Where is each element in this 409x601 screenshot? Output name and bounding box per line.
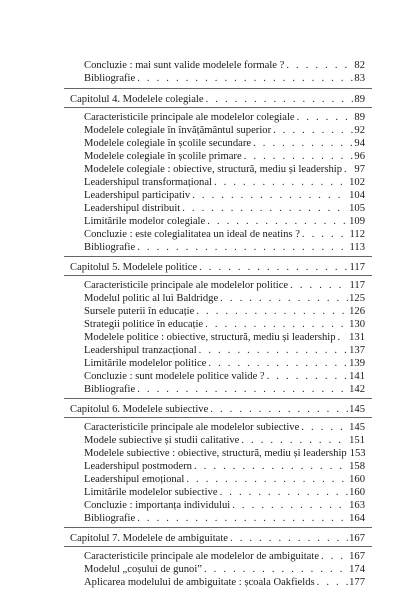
toc-entry-page: 131: [349, 332, 365, 343]
leader-dots: [137, 73, 353, 85]
toc-entry-title: Leadershipul emoțional: [84, 474, 185, 485]
section-divider: [64, 88, 372, 89]
leader-dots: [241, 435, 348, 447]
toc-entry-page: 83: [354, 73, 365, 84]
toc-entry-title: Leadershipul postmodern: [84, 461, 192, 472]
toc-entry-title: Bibliografie: [84, 242, 136, 253]
toc-chapter-page: 89: [354, 94, 365, 105]
leader-dots: [321, 551, 348, 563]
leader-dots: [220, 293, 348, 305]
toc-chapter[interactable]: [70, 94, 365, 106]
leader-dots: [317, 577, 348, 589]
section-divider: [64, 546, 372, 547]
leader-dots: [344, 164, 353, 176]
toc-entry[interactable]: [84, 190, 365, 202]
toc-chapter-title: Capitolul 4. Modelele colegiale: [70, 94, 204, 105]
section-divider: [64, 107, 372, 108]
toc-entry-page: 94: [354, 138, 365, 149]
toc-entry-title: Concluzie : importanța individului: [84, 500, 231, 511]
toc-entry-page: 126: [349, 306, 365, 317]
leader-dots: [302, 229, 349, 241]
leader-dots: [182, 203, 348, 215]
toc-entry[interactable]: [84, 448, 365, 460]
leader-dots: [290, 280, 348, 292]
toc-entry[interactable]: [84, 500, 365, 512]
toc-entry-title: Caracteristicile principale ale modelelor subiective: [84, 422, 300, 433]
leader-dots: [196, 306, 348, 318]
toc-entry-title: Caracteristicile principale ale modelelor colegiale: [84, 112, 295, 123]
leader-dots: [137, 242, 348, 254]
toc-entry-page: 177: [349, 577, 365, 588]
toc-chapter-page: 145: [349, 404, 365, 415]
leader-dots: [220, 487, 349, 499]
toc-entry-title: Modelele colegiale : obiective, structură, mediu și leadership: [84, 164, 342, 175]
toc-entry[interactable]: [84, 345, 365, 357]
toc-entry-title: Leadershipul participativ: [84, 190, 191, 201]
toc-entry[interactable]: [84, 461, 365, 473]
toc-entry[interactable]: [84, 332, 365, 344]
toc-entry-page: 160: [349, 487, 365, 498]
toc-entry-title: Bibliografie: [84, 384, 136, 395]
toc-entry-title: Concluzie : sunt modelele politice valide ?: [84, 371, 265, 382]
toc-entry[interactable]: [84, 125, 365, 137]
toc-chapter-title: Capitolul 5. Modelele politice: [70, 262, 198, 273]
toc-entry-title: Limitările modelelor politice: [84, 358, 207, 369]
toc-entry[interactable]: [84, 306, 365, 318]
toc-entry-page: 109: [349, 216, 365, 227]
leader-dots: [192, 190, 348, 202]
toc-entry[interactable]: [84, 164, 365, 176]
leader-dots: [210, 404, 348, 416]
leader-dots: [199, 345, 348, 357]
toc-entry[interactable]: [84, 371, 365, 383]
toc-entry[interactable]: [84, 112, 365, 124]
leader-dots: [137, 384, 348, 396]
toc-entry[interactable]: [84, 216, 365, 228]
toc-entry-title: Modelele colegiale în învățământul superior: [84, 125, 272, 136]
leader-dots: [232, 500, 348, 512]
toc-entry-page: 112: [349, 229, 365, 240]
toc-chapter-title: Capitolul 7. Modelele de ambiguitate: [70, 533, 228, 544]
toc-entry-title: Limitările modelor colegiale: [84, 216, 206, 227]
toc-entry-page: 139: [349, 358, 365, 369]
toc-entry[interactable]: [84, 564, 365, 576]
toc-entry-page: 104: [349, 190, 365, 201]
toc-entry[interactable]: [84, 203, 365, 215]
leader-dots: [207, 216, 348, 228]
toc-entry-title: Leadershipul transformațional: [84, 177, 212, 188]
toc-chapter-title: Capitolul 6. Modelele subiective: [70, 404, 209, 415]
toc-entry[interactable]: [84, 229, 365, 241]
toc-entry[interactable]: [84, 513, 365, 525]
toc-entry[interactable]: [84, 60, 365, 72]
toc-entry[interactable]: [84, 551, 365, 563]
toc-entry-title: Leadershipul distribuit: [84, 203, 181, 214]
toc-entry[interactable]: [84, 177, 365, 189]
toc-entry-page: 117: [349, 280, 365, 291]
leader-dots: [286, 60, 353, 72]
toc-entry-title: Sursele puterii în educație: [84, 306, 195, 317]
toc-entry[interactable]: [84, 474, 365, 486]
toc-entry-page: 130: [349, 319, 365, 330]
toc-entry-page: 97: [354, 164, 365, 175]
toc-entry-page: 113: [349, 242, 365, 253]
toc-entry-title: Strategii politice în educație: [84, 319, 204, 330]
toc-entry[interactable]: [84, 293, 365, 305]
leader-dots: [338, 332, 349, 344]
leader-dots: [230, 533, 348, 545]
toc-entry-title: Caracteristicile principale ale modelelor de ambiguitate: [84, 551, 320, 562]
toc-entry-title: Bibliografie: [84, 73, 136, 84]
toc-entry[interactable]: [84, 151, 365, 163]
toc-entry-title: Modelele politice : obiective, structură, mediu și leadership: [84, 332, 336, 343]
toc-entry-title: Modelul politic al lui Baldridge: [84, 293, 219, 304]
toc-entry-page: 105: [349, 203, 365, 214]
section-divider: [64, 527, 372, 528]
toc-entry[interactable]: [84, 577, 365, 589]
toc-entry[interactable]: [84, 435, 365, 447]
leader-dots: [137, 513, 348, 525]
leader-dots: [208, 358, 348, 370]
section-divider: [64, 275, 372, 276]
leader-dots: [186, 474, 348, 486]
toc-entry-page: 137: [349, 345, 365, 356]
toc-entry-page: 89: [354, 112, 365, 123]
toc-entry-page: 82: [354, 60, 365, 71]
toc-entry-page: 102: [349, 177, 365, 188]
toc-entry-page: 174: [349, 564, 365, 575]
toc-entry-title: Caracteristicile principale ale modelelor politice: [84, 280, 289, 291]
leader-dots: [199, 262, 348, 274]
leader-dots: [273, 125, 353, 137]
section-divider: [64, 256, 372, 257]
toc-entry-title: Modelul „coșului de gunoi”: [84, 564, 202, 575]
toc-chapter[interactable]: [70, 404, 365, 416]
toc-entry-title: Modelele subiective : obiective, structură, mediu și leadership: [84, 448, 347, 459]
toc-entry-title: Aplicarea modelului de ambiguitate : școala Oakfields: [84, 577, 315, 588]
leader-dots: [194, 461, 348, 473]
leader-dots: [214, 177, 348, 189]
toc-entry-page: 153: [349, 448, 366, 459]
toc-entry-title: Limitările modelelor subiective: [84, 487, 218, 498]
toc-entry[interactable]: [84, 138, 365, 150]
toc-entry-page: 142: [349, 384, 365, 395]
leader-dots: [205, 319, 348, 331]
toc-entry-page: 92: [354, 125, 365, 136]
toc-entry[interactable]: [84, 358, 365, 370]
toc-chapter-page: 167: [349, 533, 365, 544]
toc-entry-page: 160: [349, 474, 365, 485]
toc-entry-title: Leadershipul tranzacțional: [84, 345, 197, 356]
section-divider: [64, 398, 372, 399]
leader-dots: [244, 151, 354, 163]
toc-entry[interactable]: [84, 487, 365, 499]
toc-entry-page: 163: [349, 500, 365, 511]
toc-entry[interactable]: [84, 73, 365, 85]
toc-entry-title: Modelele colegiale în școlile secundare: [84, 138, 252, 149]
toc-entry-title: Concluzie : mai sunt valide modelele formale ?: [84, 60, 285, 71]
toc-entry-page: 167: [349, 551, 365, 562]
toc-entry-page: 141: [349, 371, 365, 382]
toc-entry-page: 96: [354, 151, 365, 162]
toc-entry[interactable]: [84, 422, 365, 434]
leader-dots: [267, 371, 348, 383]
section-divider: [64, 417, 372, 418]
toc-entry-page: 145: [349, 422, 365, 433]
toc-chapter-page: 117: [349, 262, 365, 273]
toc-chapter[interactable]: [70, 533, 365, 545]
toc-entry[interactable]: [84, 280, 365, 292]
toc-entry-page: 164: [349, 513, 365, 524]
leader-dots: [204, 564, 348, 576]
leader-dots: [301, 422, 348, 434]
leader-dots: [253, 138, 353, 150]
toc-entry[interactable]: [84, 384, 365, 396]
toc-entry[interactable]: [84, 319, 365, 331]
toc-entry[interactable]: [84, 242, 365, 254]
toc-entry-page: 158: [349, 461, 365, 472]
leader-dots: [297, 112, 354, 124]
leader-dots: [206, 94, 354, 106]
toc-entry-title: Bibliografie: [84, 513, 136, 524]
toc-entry-title: Concluzie : este colegialitatea un ideal de neatins ?: [84, 229, 300, 240]
toc-entry-page: 125: [349, 293, 365, 304]
toc-chapter[interactable]: [70, 262, 365, 274]
toc-entry-page: 151: [349, 435, 365, 446]
toc-entry-title: Modele subiective și studii calitative: [84, 435, 240, 446]
toc-entry-title: Modelele colegiale în școlile primare: [84, 151, 242, 162]
